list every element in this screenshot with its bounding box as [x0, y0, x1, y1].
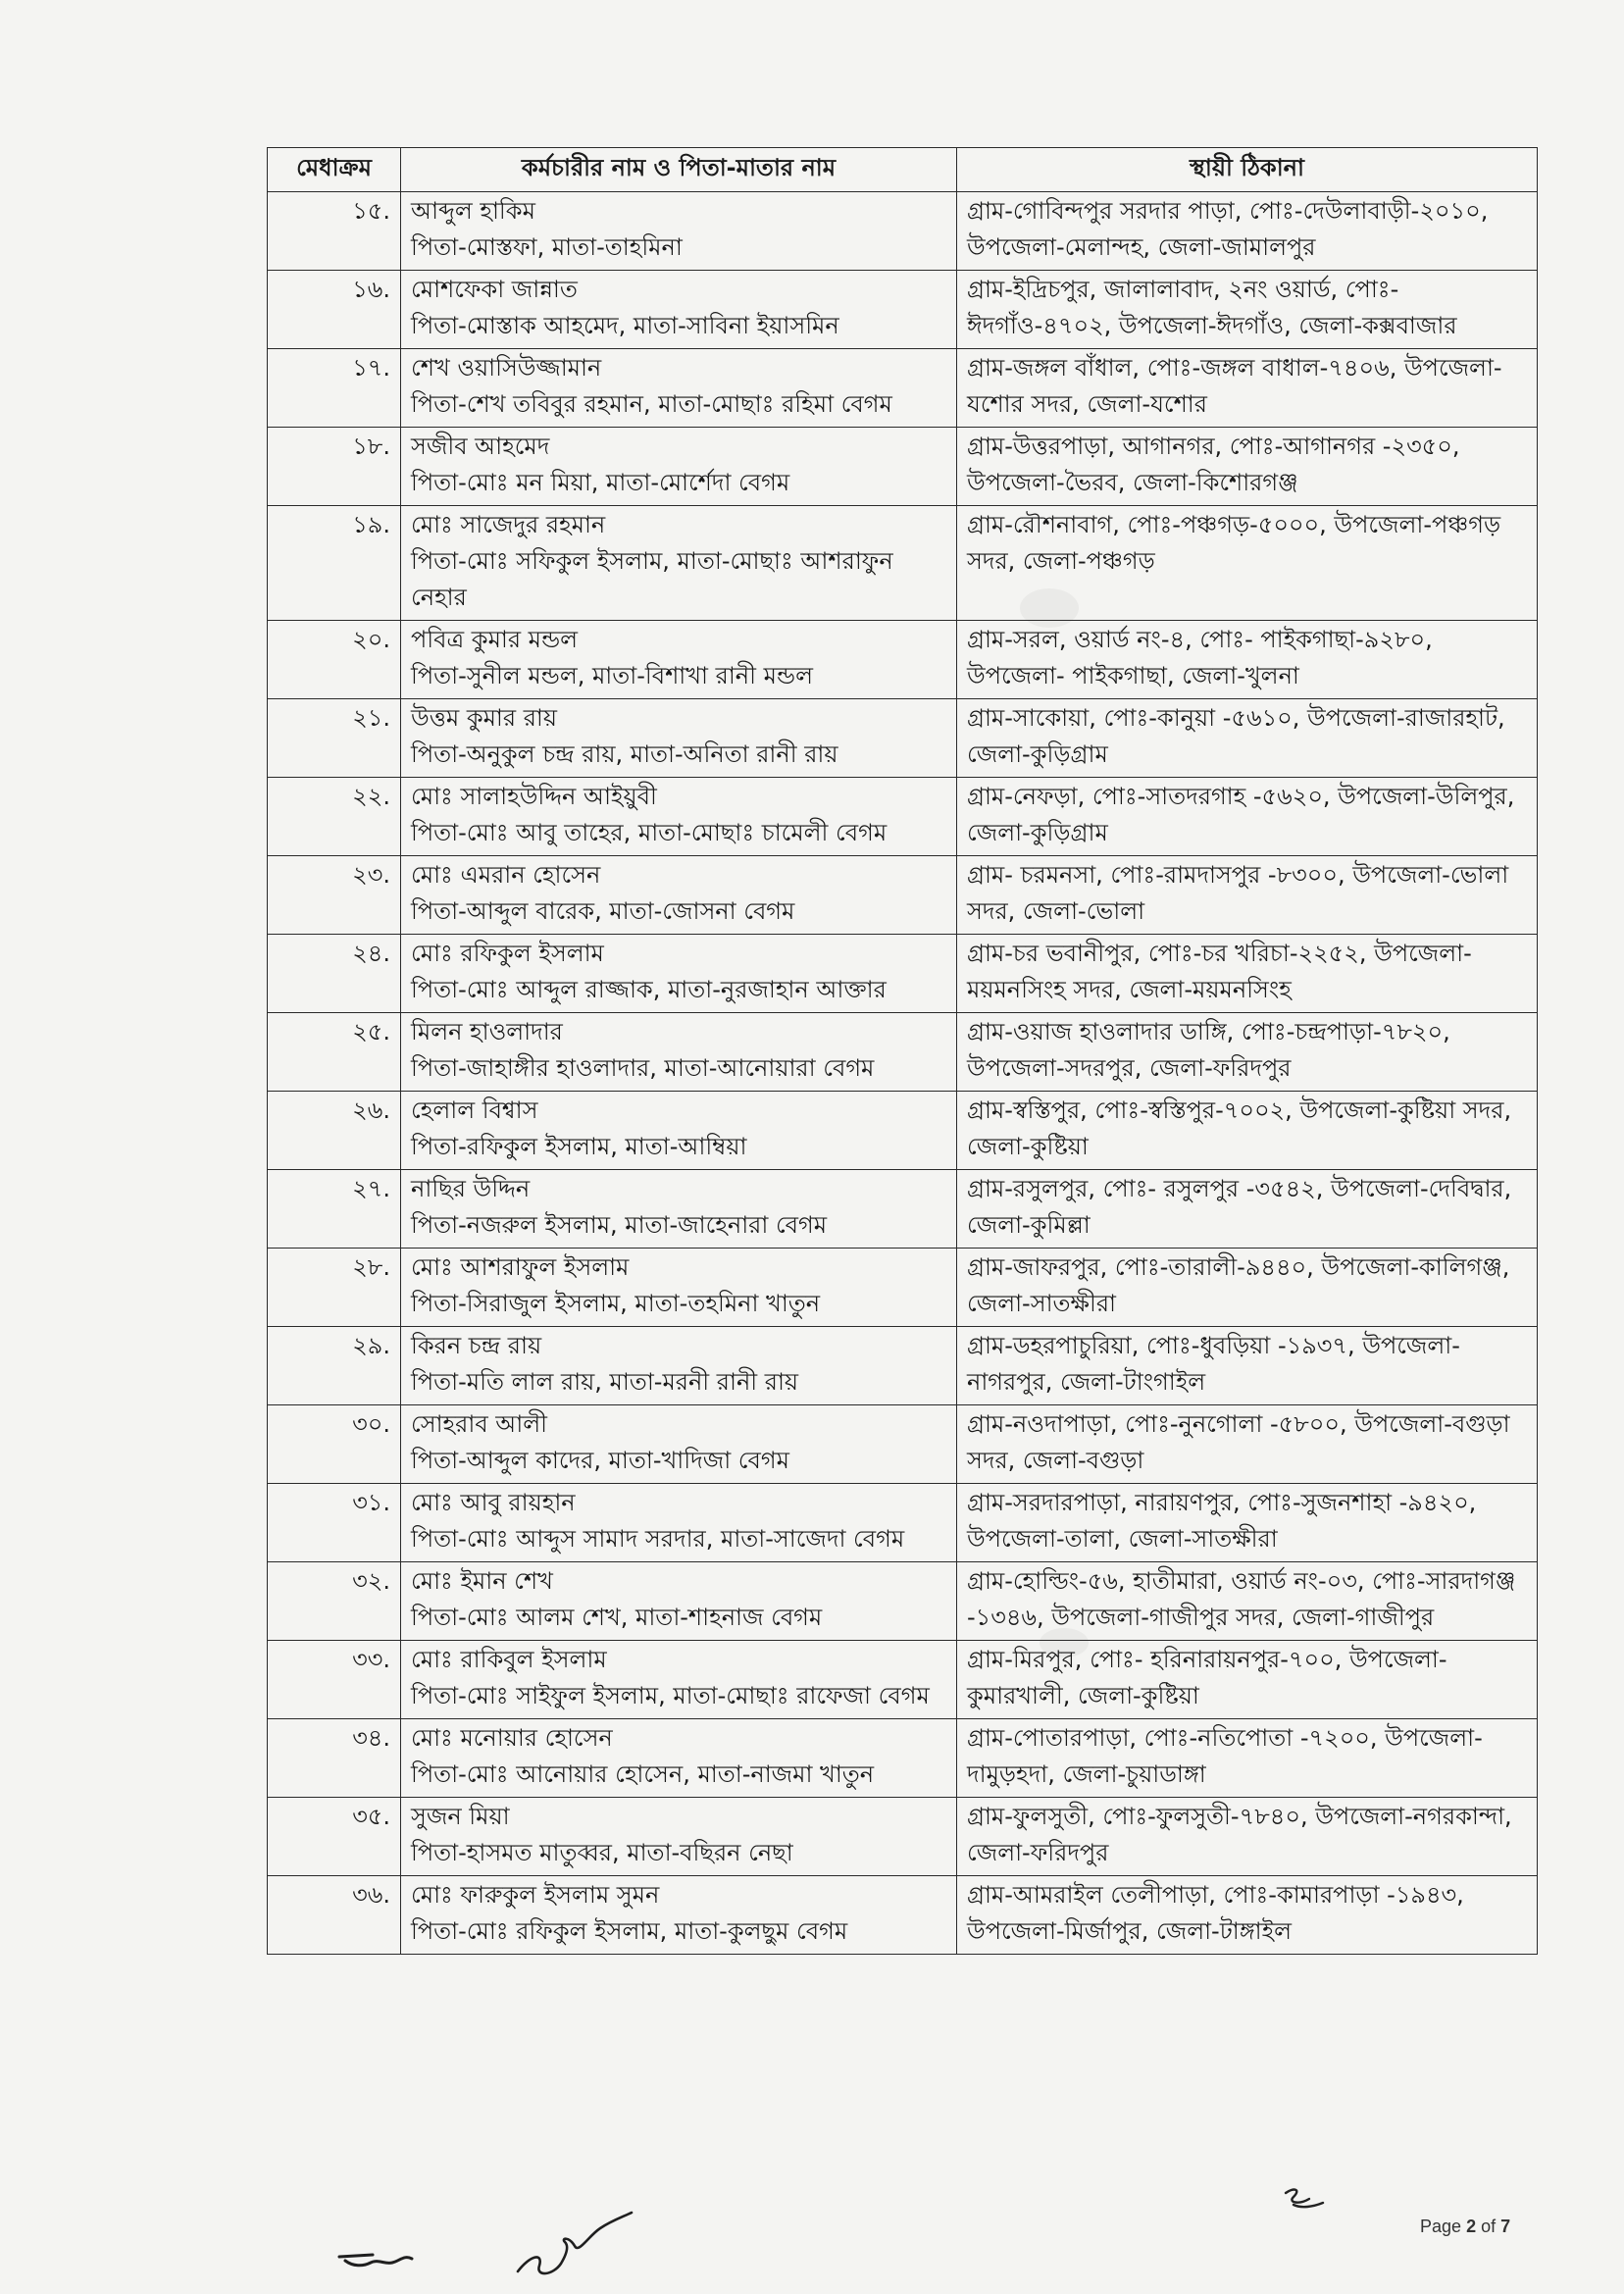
permanent-address-cell: [957, 349, 1538, 428]
name-parents-cell: [401, 856, 957, 935]
table-row: [268, 935, 1538, 1013]
employee-roster-table: [267, 147, 1538, 1955]
page-total: 7: [1500, 2217, 1511, 2236]
merit-rank-cell: ২৪.: [268, 935, 401, 1013]
employee-name: পবিত্র কুমার মন্ডল: [411, 626, 579, 653]
employee-name: সুজন মিয়া: [411, 1803, 510, 1830]
permanent-address-cell: [957, 1405, 1538, 1484]
table-row: [268, 1013, 1538, 1092]
address-text: গ্রাম-উত্তরপাড়া, আগানগর, পোঃ-আগানগর -২৩৫০, উপজেলা-ভৈরব, জেলা-কিশোরগঞ্জ: [967, 433, 1460, 496]
parents-names: পিতা-মোঃ সফিকুল ইসলাম, মাতা-মোছাঃ আশরাফুন নেহার: [411, 547, 893, 611]
merit-rank-cell: ৩৩.: [268, 1641, 401, 1719]
address-text: গ্রাম-ডহরপাচুরিয়া, পোঃ-ধুবড়িয়া -১৯৩৭, উপজেলা-নাগরপুর, জেলা-টাংগাইল: [967, 1332, 1460, 1396]
permanent-address-cell: [957, 856, 1538, 935]
parents-names: পিতা-মোঃ মন মিয়া, মাতা-মোর্শেদা বেগম: [411, 469, 790, 496]
name-parents-cell: [401, 349, 957, 428]
merit-rank-cell: ২১.: [268, 699, 401, 778]
permanent-address-cell: [957, 506, 1538, 621]
merit-rank-cell: ৩৪.: [268, 1719, 401, 1798]
address-text: গ্রাম-নওদাপাড়া, পোঃ-নুনগোলা -৫৮০০, উপজেলা-বগুড়া সদর, জেলা-বগুড়া: [967, 1410, 1510, 1474]
table-row: [268, 192, 1538, 271]
table-row: [268, 271, 1538, 349]
parents-names: পিতা-মোঃ সাইফুল ইসলাম, মাতা-মোছাঃ রাফেজা বেগম: [411, 1682, 930, 1709]
permanent-address-cell: [957, 699, 1538, 778]
permanent-address-cell: [957, 1798, 1538, 1876]
employee-name: সজীব আহমেদ: [411, 433, 550, 460]
permanent-address-cell: [957, 1484, 1538, 1562]
employee-name: কিরন চন্দ্র রায়: [411, 1332, 542, 1359]
employee-name: শেখ ওয়াসিউজ্জামান: [411, 354, 602, 382]
table-row: [268, 1405, 1538, 1484]
address-text: গ্রাম-সাকোয়া, পোঃ-কানুয়া -৫৬১০, উপজেলা-রাজারহাট, জেলা-কুড়িগ্রাম: [967, 704, 1505, 768]
table-row: [268, 1876, 1538, 1955]
employee-name: মোঃ সাজেদুর রহমান: [411, 511, 606, 538]
parents-names: পিতা-মোঃ আবু তাহের, মাতা-মোছাঃ চামেলী বেগম: [411, 819, 888, 846]
address-text: গ্রাম-মিরপুর, পোঃ- হরিনারায়নপুর-৭০০, উপজেলা-কুমারখালী, জেলা-কুষ্টিয়া: [967, 1646, 1447, 1709]
name-parents-cell: [401, 699, 957, 778]
address-text: গ্রাম-নেফড়া, পোঃ-সাতদরগাহ -৫৬২০, উপজেলা-উলিপুর, জেলা-কুড়িগ্রাম: [967, 783, 1515, 846]
name-parents-cell: [401, 1876, 957, 1955]
employee-name: মোঃ আশরাফুল ইসলাম: [411, 1253, 630, 1281]
permanent-address-cell: [957, 1013, 1538, 1092]
parents-names: পিতা-শেখ তবিবুর রহমান, মাতা-মোছাঃ রহিমা বেগম: [411, 390, 892, 418]
parents-names: পিতা-হাসমত মাতুব্বর, মাতা-বছিরন নেছা: [411, 1839, 793, 1866]
address-text: গ্রাম-রৌশনাবাগ, পোঃ-পঞ্চগড়-৫০০০, উপজেলা-পঞ্চগড় সদর, জেলা-পঞ্চগড়: [967, 511, 1501, 575]
table-row: [268, 1484, 1538, 1562]
table-header-row: [268, 148, 1538, 192]
address-text: গ্রাম-সরদারপাড়া, নারায়ণপুর, পোঃ-সুজনশাহা -৯৪২০, উপজেলা-তালা, জেলা-সাতক্ষীরা: [967, 1489, 1477, 1553]
merit-rank-cell: ১৯.: [268, 506, 401, 621]
name-parents-cell: [401, 1327, 957, 1405]
parents-names: পিতা-মোঃ আব্দুস সামাদ সরদার, মাতা-সাজেদা বেগম: [411, 1525, 905, 1553]
merit-rank-cell: ২০.: [268, 621, 401, 699]
address-text: গ্রাম-ওয়াজ হাওলাদার ডাঙ্গি, পোঃ-চন্দ্রপাড়া-৭৮২০, উপজেলা-সদরপুর, জেলা-ফরিদপুর: [967, 1018, 1450, 1082]
address-text: গ্রাম-গোবিন্দপুর সরদার পাড়া, পোঃ-দেউলাবাড়ী-২০১০, উপজেলা-মেলান্দহ, জেলা-জামালপুর: [967, 197, 1489, 261]
employee-name: মোঃ ইমান শেখ: [411, 1567, 553, 1595]
name-parents-cell: [401, 1719, 957, 1798]
parents-names: পিতা-সিরাজুল ইসলাম, মাতা-তহমিনা খাতুন: [411, 1290, 821, 1317]
address-text: গ্রাম-হোল্ডিং-৫৬, হাতীমারা, ওয়ার্ড নং-০৩, পোঃ-সারদাগঞ্জ -১৩৪৬, উপজেলা-গাজীপুর সদর, জেলা-গাজীপুর: [967, 1567, 1516, 1631]
parents-names: পিতা-আব্দুল বারেক, মাতা-জোসনা বেগম: [411, 897, 795, 925]
permanent-address-cell: [957, 1641, 1538, 1719]
parents-names: পিতা-মোঃ আব্দুল রাজ্জাক, মাতা-নুরজাহান আক্তার: [411, 976, 887, 1003]
name-parents-cell: [401, 1562, 957, 1641]
table-row: [268, 1562, 1538, 1641]
parents-names: পিতা-মোস্তফা, মাতা-তাহমিনা: [411, 233, 683, 261]
name-parents-cell: [401, 428, 957, 506]
permanent-address-cell: [957, 192, 1538, 271]
table-row: [268, 1798, 1538, 1876]
merit-rank-cell: ২৫.: [268, 1013, 401, 1092]
permanent-address-cell: [957, 428, 1538, 506]
merit-rank-cell: ২২.: [268, 778, 401, 856]
employee-name: মিলন হাওলাদার: [411, 1018, 563, 1045]
table-row: [268, 349, 1538, 428]
address-text: গ্রাম-স্বস্তিপুর, পোঃ-স্বস্তিপুর-৭০০২, উপজেলা-কুষ্টিয়া সদর, জেলা-কুষ্টিয়া: [967, 1096, 1512, 1160]
employee-name: উত্তম কুমার রায়: [411, 704, 558, 732]
header-permanent-address: স্থায়ী ঠিকানা: [957, 148, 1538, 192]
merit-rank-cell: ১৬.: [268, 271, 401, 349]
table-row: [268, 1327, 1538, 1405]
handwritten-signature-1: [333, 2241, 422, 2280]
name-parents-cell: [401, 621, 957, 699]
employee-name: মোঃ রফিকুল ইসলাম: [411, 940, 604, 967]
employee-name: আব্দুল হাকিম: [411, 197, 535, 225]
table-row: [268, 699, 1538, 778]
employee-name: মোঃ রাকিবুল ইসলাম: [411, 1646, 607, 1673]
merit-rank-cell: ২৭.: [268, 1170, 401, 1249]
parents-names: পিতা-মোস্তাক আহমেদ, মাতা-সাবিনা ইয়াসমিন: [411, 312, 839, 339]
address-text: গ্রাম- চরমনসা, পোঃ-রামদাসপুর -৮৩০০, উপজেলা-ভোলা সদর, জেলা-ভোলা: [967, 861, 1509, 925]
employee-name: মোঃ মনোয়ার হোসেন: [411, 1724, 613, 1752]
table-row: [268, 506, 1538, 621]
table-row: [268, 1719, 1538, 1798]
parents-names: পিতা-আব্দুল কাদের, মাতা-খাদিজা বেগম: [411, 1447, 789, 1474]
permanent-address-cell: [957, 621, 1538, 699]
merit-rank-cell: ২৯.: [268, 1327, 401, 1405]
page-current: 2: [1466, 2217, 1477, 2236]
address-text: গ্রাম-সরল, ওয়ার্ড নং-৪, পোঃ- পাইকগাছা-৯২৮০, উপজেলা- পাইকগাছা, জেলা-খুলনা: [967, 626, 1433, 689]
merit-rank-cell: ৩০.: [268, 1405, 401, 1484]
address-text: গ্রাম-জঙ্গল বাঁধাল, পোঃ-জঙ্গল বাধাল-৭৪০৬, উপজেলা-যশোর সদর, জেলা-যশোর: [967, 354, 1502, 418]
employee-name: মোঃ সালাহউদ্দিন আইয়ুবী: [411, 783, 657, 810]
permanent-address-cell: [957, 271, 1538, 349]
permanent-address-cell: [957, 935, 1538, 1013]
permanent-address-cell: [957, 1170, 1538, 1249]
merit-rank-cell: ২৮.: [268, 1249, 401, 1327]
permanent-address-cell: [957, 778, 1538, 856]
header-name-parents: কর্মচারীর নাম ও পিতা-মাতার নাম: [401, 148, 957, 192]
employee-name: মোঃ আবু রায়হান: [411, 1489, 576, 1516]
employee-name: মোঃ এমরান হোসেন: [411, 861, 601, 889]
name-parents-cell: [401, 935, 957, 1013]
employee-name: হেলাল বিশ্বাস: [411, 1096, 538, 1124]
address-text: গ্রাম-ইদ্রিচপুর, জালালাবাদ, ২নং ওয়ার্ড, পোঃ- ঈদগাঁও-৪৭০২, উপজেলা-ঈদগাঁও, জেলা-কক্সবাজার: [967, 276, 1457, 339]
permanent-address-cell: [957, 1562, 1538, 1641]
parents-names: পিতা-মোঃ রফিকুল ইসলাম, মাতা-কুলছুম বেগম: [411, 1917, 848, 1945]
table-row: [268, 1170, 1538, 1249]
merit-rank-cell: ১৮.: [268, 428, 401, 506]
table-row: [268, 778, 1538, 856]
parents-names: পিতা-মোঃ আলম শেখ, মাতা-শাহনাজ বেগম: [411, 1604, 823, 1631]
merit-rank-cell: ১৭.: [268, 349, 401, 428]
name-parents-cell: [401, 1484, 957, 1562]
address-text: গ্রাম-আমরাইল তেলীপাড়া, পোঃ-কামারপাড়া -১৯৪৩, উপজেলা-মির্জাপুর, জেলা-টাঙ্গাইল: [967, 1881, 1464, 1945]
parents-names: পিতা-রফিকুল ইসলাম, মাতা-আম্বিয়া: [411, 1133, 747, 1160]
address-text: গ্রাম-চর ভবানীপুর, পোঃ-চর খরিচা-২২৫২, উপজেলা-ময়মনসিংহ সদর, জেলা-ময়মনসিংহ: [967, 940, 1472, 1003]
merit-rank-cell: ২৬.: [268, 1092, 401, 1170]
employee-name: সোহরাব আলী: [411, 1410, 548, 1438]
table-row: [268, 1249, 1538, 1327]
employee-name: মোঃ ফারুকুল ইসলাম সুমন: [411, 1881, 660, 1909]
permanent-address-cell: [957, 1092, 1538, 1170]
employee-name: মোশফেকা জান্নাত: [411, 276, 578, 303]
merit-rank-cell: ৩২.: [268, 1562, 401, 1641]
name-parents-cell: [401, 506, 957, 621]
table-row: [268, 856, 1538, 935]
table-body: [268, 192, 1538, 1955]
name-parents-cell: [401, 1092, 957, 1170]
header-merit-rank: মেধাক্রম: [268, 148, 401, 192]
address-text: গ্রাম-ফুলসুতী, পোঃ-ফুলসুতী-৭৮৪০, উপজেলা-নগরকান্দা, জেলা-ফরিদপুর: [967, 1803, 1512, 1866]
permanent-address-cell: [957, 1327, 1538, 1405]
page-number: [1420, 2217, 1510, 2237]
parents-names: পিতা-মোঃ আনোয়ার হোসেন, মাতা-নাজমা খাতুন: [411, 1760, 875, 1788]
address-text: গ্রাম-পোতারপাড়া, পোঃ-নতিপোতা -৭২০০, উপজেলা-দামুড়হদা, জেলা-চুয়াডাঙ্গা: [967, 1724, 1483, 1788]
name-parents-cell: [401, 778, 957, 856]
permanent-address-cell: [957, 1719, 1538, 1798]
page-word: Page: [1420, 2217, 1462, 2236]
permanent-address-cell: [957, 1876, 1538, 1955]
parents-names: পিতা-মতি লাল রায়, মাতা-মরনী রানী রায়: [411, 1368, 799, 1396]
permanent-address-cell: [957, 1249, 1538, 1327]
table-row: [268, 428, 1538, 506]
parents-names: পিতা-সুনীল মন্ডল, মাতা-বিশাখা রানী মন্ডল: [411, 662, 813, 689]
parents-names: পিতা-জাহাঙ্গীর হাওলাদার, মাতা-আনোয়ারা বেগম: [411, 1054, 875, 1082]
page-of-word: of: [1481, 2217, 1497, 2236]
parents-names: পিতা-অনুকুল চন্দ্র রায়, মাতা-অনিতা রানী রায়: [411, 740, 838, 768]
address-text: গ্রাম-জাফরপুর, পোঃ-তারালী-৯৪৪০, উপজেলা-কালিগঞ্জ, জেলা-সাতক্ষীরা: [967, 1253, 1510, 1317]
merit-rank-cell: ৩১.: [268, 1484, 401, 1562]
merit-rank-cell: ১৫.: [268, 192, 401, 271]
merit-rank-cell: ২৩.: [268, 856, 401, 935]
name-parents-cell: [401, 1170, 957, 1249]
parents-names: পিতা-নজরুল ইসলাম, মাতা-জাহেনারা বেগম: [411, 1211, 828, 1239]
table-row: [268, 1641, 1538, 1719]
table-row: [268, 1092, 1538, 1170]
name-parents-cell: [401, 271, 957, 349]
employee-name: নাছির উদ্দিন: [411, 1175, 531, 1202]
name-parents-cell: [401, 1249, 957, 1327]
merit-rank-cell: ৩৬.: [268, 1876, 401, 1955]
table-row: [268, 621, 1538, 699]
address-text: গ্রাম-রসুলপুর, পোঃ- রসুলপুর -৩৫৪২, উপজেলা-দেবিদ্বার, জেলা-কুমিল্লা: [967, 1175, 1512, 1239]
name-parents-cell: [401, 192, 957, 271]
handwritten-signature-2: [510, 2207, 637, 2285]
name-parents-cell: [401, 1405, 957, 1484]
name-parents-cell: [401, 1013, 957, 1092]
merit-rank-cell: ৩৫.: [268, 1798, 401, 1876]
name-parents-cell: [401, 1798, 957, 1876]
name-parents-cell: [401, 1641, 957, 1719]
handwritten-initial-right: [1280, 2185, 1329, 2215]
